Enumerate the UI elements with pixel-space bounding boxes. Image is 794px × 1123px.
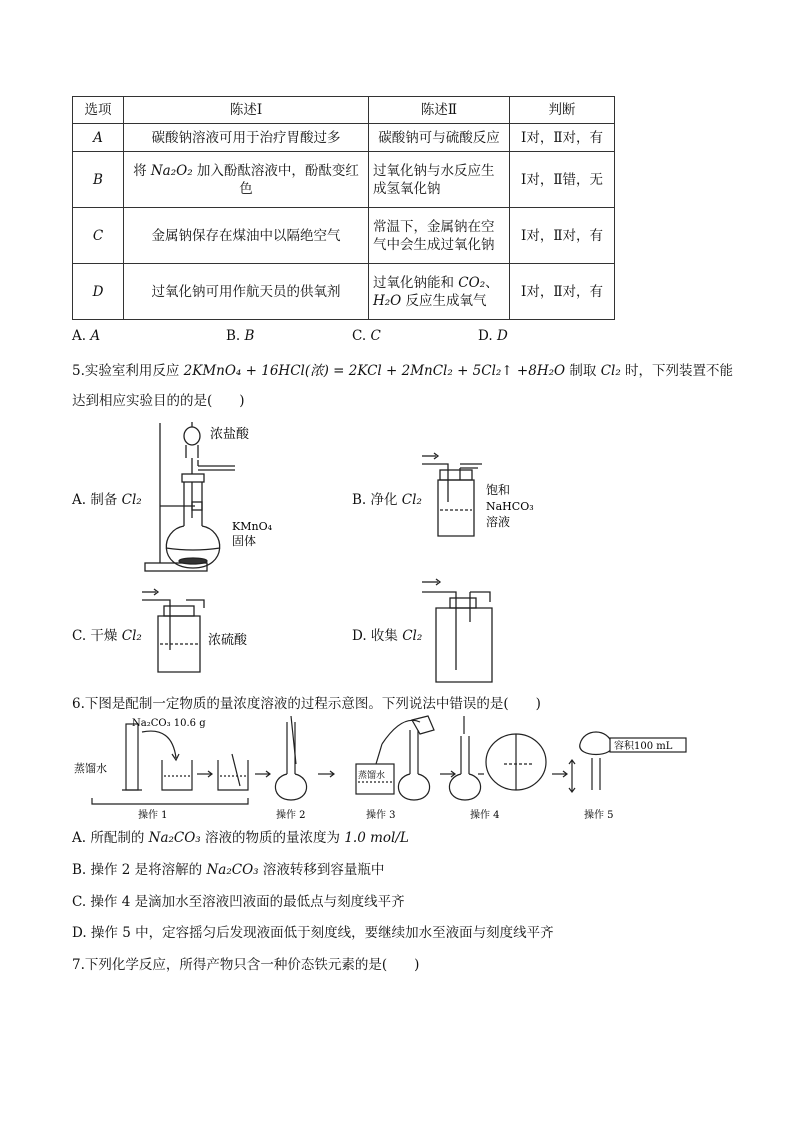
- q5-stem-line2: 达到相应实验目的的是( ): [72, 393, 245, 409]
- table-header: 选项: [73, 97, 124, 124]
- row-judge: Ⅰ对，Ⅱ对，有: [510, 124, 615, 152]
- label-nahco3: NaHCO₃: [486, 500, 534, 513]
- q6-option-d[interactable]: D. 操作 5 中，定容摇匀后发现液面低于刻度线，要继续加水至液面与刻度线平齐: [72, 925, 554, 941]
- row-statement-1: [124, 152, 369, 208]
- q6-option-b[interactable]: [72, 858, 384, 878]
- q4-choice-b[interactable]: [226, 328, 254, 344]
- q5-option-c[interactable]: [72, 624, 142, 644]
- table-row: [73, 264, 615, 320]
- choice-label: B.: [226, 328, 241, 344]
- choice-label: D.: [478, 328, 493, 344]
- choice-value: D: [496, 328, 508, 344]
- choice-label: C.: [352, 328, 367, 344]
- row-judge: Ⅰ对，Ⅱ对，有: [510, 264, 615, 320]
- q5-option-a[interactable]: [72, 488, 142, 508]
- table-row: [73, 124, 615, 152]
- row-option: D: [73, 264, 124, 320]
- q6-procedure-figure: [72, 714, 692, 822]
- row-statement-2: 过氧化钠与水反应生成氢氧化钠: [369, 152, 510, 208]
- fig-op2: 操作 2: [276, 810, 306, 821]
- fig-water: 蒸馏水: [74, 762, 107, 775]
- text: 时，下列装置不能: [620, 363, 734, 379]
- text: 溶液转移到容量瓶中: [258, 862, 385, 878]
- formula: Na₂CO₃: [148, 830, 201, 846]
- table-row: [73, 208, 615, 264]
- formula: Na₂CO₃: [206, 862, 259, 878]
- formula: Cl₂: [402, 628, 423, 644]
- text: 制取: [565, 363, 601, 379]
- q4-choice-d[interactable]: [478, 328, 508, 344]
- text: 将: [133, 162, 151, 179]
- apparatus-b-figure: [420, 452, 550, 542]
- choice-label: A.: [72, 328, 87, 344]
- q4-choice-c[interactable]: [352, 328, 381, 344]
- text: 反应生成氧气: [401, 292, 487, 309]
- row-statement-2: 常温下，金属钠在空气中会生成过氧化钠: [369, 208, 510, 264]
- formula: Cl₂: [600, 363, 621, 379]
- fig-op3: 操作 3: [366, 810, 396, 821]
- fig-water-2: 蒸馏水: [358, 771, 386, 781]
- label-bao: 饱和: [486, 483, 511, 497]
- label-kmno4: KMnO₄: [232, 520, 272, 533]
- q5-option-b[interactable]: [352, 488, 422, 508]
- row-statement-1: 过氧化钠可用作航天员的供氧剂: [124, 264, 369, 320]
- formula: Cl₂: [121, 492, 142, 508]
- q6-option-a[interactable]: [72, 826, 409, 846]
- value: 1.0 mol/L: [344, 830, 409, 846]
- row-option: A: [73, 124, 124, 152]
- q4-table: [72, 96, 615, 320]
- text: 溶液的物质的量浓度为: [200, 830, 345, 846]
- text: B. 操作 2 是将溶解的: [72, 862, 207, 878]
- row-statement-2: 碳酸钠可与硫酸反应: [369, 124, 510, 152]
- equation: 2KMnO₄ + 16HCl(浓) = 2KCl + 2MnCl₂ + 5Cl₂↑ +8H₂O: [183, 363, 566, 379]
- table-row: [73, 152, 615, 208]
- label-rongye: 溶液: [486, 515, 511, 529]
- apparatus-a-figure: [140, 418, 290, 578]
- row-statement-1: 金属钠保存在煤油中以隔绝空气: [124, 208, 369, 264]
- table-header: 陈述Ⅱ: [369, 97, 510, 124]
- row-judge: Ⅰ对，Ⅱ对，有: [510, 208, 615, 264]
- q5-option-d[interactable]: [352, 624, 422, 644]
- fig-op5: 操作 5: [584, 810, 614, 821]
- q7-stem: 7.下列化学反应，所得产物只含一种价态铁元素的是( ): [72, 957, 420, 973]
- row-judge: Ⅰ对，Ⅱ错，无: [510, 152, 615, 208]
- fig-op1: 操作 1: [138, 810, 168, 821]
- row-option: C: [73, 208, 124, 264]
- formula: Cl₂: [121, 628, 142, 644]
- row-option: B: [73, 152, 124, 208]
- text: C. 干燥: [72, 628, 122, 644]
- choice-value: C: [370, 328, 381, 344]
- text: A. 所配制的: [72, 830, 149, 846]
- choice-value: B: [244, 328, 255, 344]
- label-solid: 固体: [232, 534, 257, 548]
- q6-stem: 6.下图是配制一定物质的量浓度溶液的过程示意图。下列说法中错误的是( ): [72, 696, 541, 712]
- fig-volume: 容积100 mL: [614, 741, 673, 752]
- formula: CO₂: [458, 274, 486, 291]
- q4-choice-a[interactable]: [72, 328, 100, 344]
- choice-value: A: [90, 328, 101, 344]
- row-statement-2: [369, 264, 510, 320]
- text: B. 净化: [352, 492, 402, 508]
- label-hcl: 浓盐酸: [210, 427, 250, 442]
- fig-op4: 操作 4: [470, 810, 500, 821]
- row-statement-1: 碳酸钠溶液可用于治疗胃酸过多: [124, 124, 369, 152]
- text: 过氧化钠能和: [373, 274, 459, 291]
- table-header-row: [73, 97, 615, 124]
- q6-option-c[interactable]: C. 操作 4 是滴加水至溶液凹液面的最低点与刻度线平齐: [72, 894, 405, 910]
- formula: Na₂O₂: [150, 162, 193, 179]
- apparatus-c-figure: [140, 588, 270, 678]
- text: A. 制备: [72, 492, 122, 508]
- apparatus-d-figure: [420, 578, 510, 688]
- table-header: 判断: [510, 97, 615, 124]
- text: D. 收集: [352, 628, 403, 644]
- text: 加入酚酞溶液中，酚酞变红色: [192, 162, 359, 197]
- text: 、: [485, 274, 499, 291]
- text: 5.实验室利用反应: [72, 363, 184, 379]
- formula: H₂O: [373, 292, 402, 309]
- q5-stem-line1: [72, 359, 733, 379]
- formula: Cl₂: [401, 492, 422, 508]
- table-header: 陈述Ⅰ: [124, 97, 369, 124]
- fig-na2co3: Na₂CO₃ 10.6 g: [132, 718, 206, 729]
- label-h2so4: 浓硫酸: [208, 633, 248, 648]
